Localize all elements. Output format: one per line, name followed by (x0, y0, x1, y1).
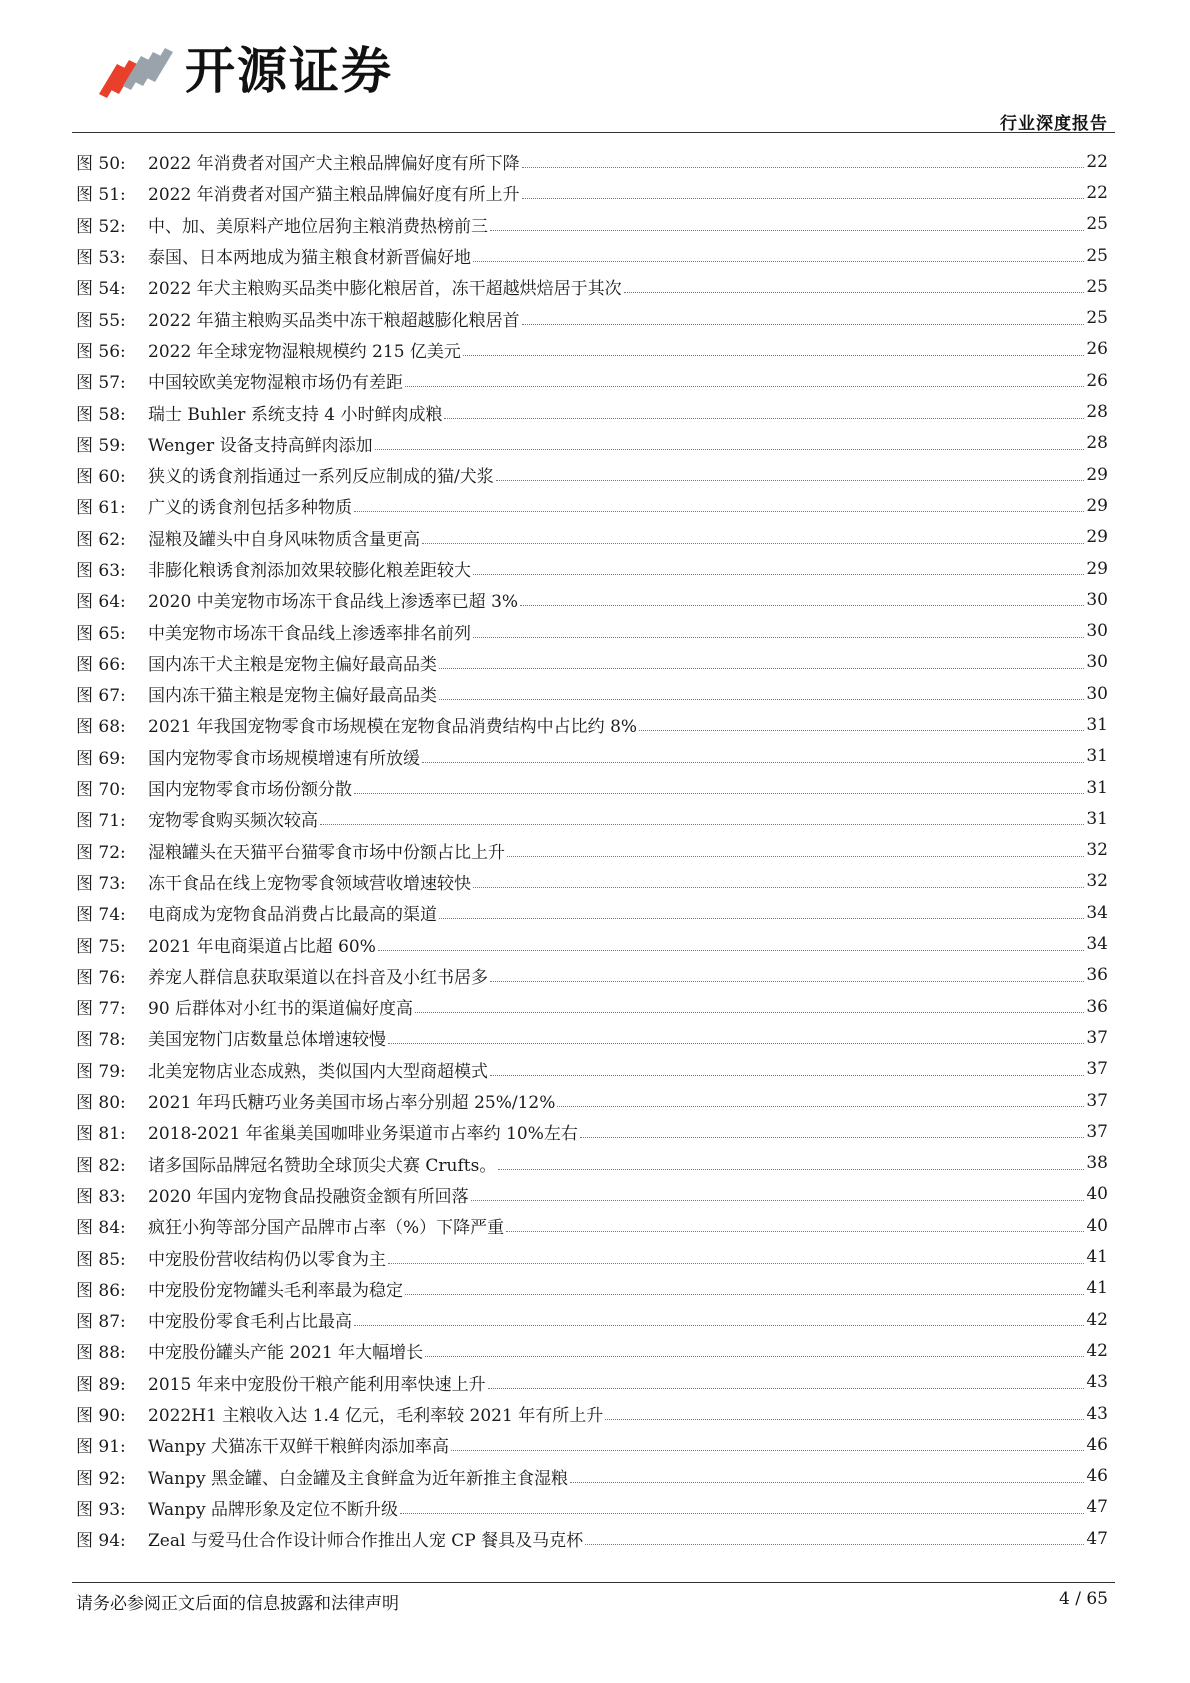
toc-dot-leader (490, 230, 1084, 231)
toc-dot-leader (506, 1231, 1084, 1232)
toc-figure-number: 图 67: (76, 686, 126, 707)
toc-dot-leader (522, 167, 1084, 168)
toc-entry[interactable] (76, 1460, 1108, 1491)
toc-page-number: 40 (1086, 1184, 1108, 1205)
toc-page-number: 32 (1086, 840, 1108, 861)
toc-figure-title: 中、加、美原料产地位居狗主粮消费热榜前三 (148, 216, 488, 237)
toc-figure-title: 广义的诱食剂包括多种物质 (148, 498, 352, 519)
toc-entry[interactable] (76, 866, 1108, 897)
toc-dot-leader (488, 1388, 1084, 1389)
toc-entry[interactable] (76, 177, 1108, 208)
toc-entry[interactable] (76, 1116, 1108, 1147)
footer-disclaimer: 请务必参阅正文后面的信息披露和法律声明 (76, 1594, 399, 1614)
toc-dot-leader (378, 950, 1084, 951)
toc-figure-number: 图 85: (76, 1249, 126, 1270)
toc-figure-title: 2022H1 主粮收入达 1.4 亿元，毛利率较 2021 年有所上升 (148, 1406, 604, 1427)
toc-page-number: 28 (1086, 402, 1108, 423)
toc-entry[interactable] (76, 1022, 1108, 1053)
toc-page-number: 30 (1086, 589, 1108, 610)
toc-figure-title: 中宠股份零食毛利占比最高 (148, 1312, 352, 1333)
toc-page-number: 43 (1086, 1372, 1108, 1393)
toc-figure-number: 图 76: (76, 967, 126, 988)
toc-page-number: 29 (1086, 495, 1108, 516)
toc-page-number: 29 (1086, 464, 1108, 485)
toc-figure-title: 诸多国际品牌冠名赞助全球顶尖犬赛 Crufts。 (148, 1155, 497, 1176)
toc-figure-title: 中国较欧美宠物湿粮市场仍有差距 (148, 373, 403, 394)
toc-entry[interactable] (76, 709, 1108, 740)
toc-figure-title: 中美宠物市场冻干食品线上渗透率排名前列 (148, 623, 471, 644)
toc-figure-title: 中宠股份宠物罐头毛利率最为稳定 (148, 1280, 403, 1301)
toc-figure-number: 图 93: (76, 1499, 126, 1520)
toc-figure-number: 图 94: (76, 1531, 126, 1552)
toc-figure-number: 图 86: (76, 1280, 126, 1301)
toc-entry[interactable] (76, 960, 1108, 991)
toc-entry[interactable] (76, 1210, 1108, 1241)
toc-page-number: 31 (1086, 808, 1108, 829)
toc-dot-leader (639, 730, 1084, 731)
toc-figure-number: 图 50: (76, 154, 126, 175)
toc-entry[interactable] (76, 522, 1108, 553)
toc-page-number: 22 (1086, 182, 1108, 203)
toc-entry[interactable] (76, 1273, 1108, 1304)
toc-page-number: 26 (1086, 339, 1108, 360)
toc-figure-number: 图 75: (76, 936, 126, 957)
toc-dot-leader (439, 668, 1084, 669)
toc-dot-leader (400, 1513, 1084, 1514)
toc-entry[interactable] (76, 678, 1108, 709)
page-number: 4 / 65 (1059, 1589, 1108, 1609)
toc-entry[interactable] (76, 1492, 1108, 1523)
toc-dot-leader (439, 918, 1084, 919)
toc-figure-title: Wanpy 品牌形象及定位不断升级 (148, 1499, 398, 1520)
toc-figure-number: 图 61: (76, 498, 126, 519)
toc-figure-title: 美国宠物门店数量总体增速较慢 (148, 1030, 386, 1051)
toc-entry[interactable] (76, 271, 1108, 302)
toc-figure-number: 图 78: (76, 1030, 126, 1051)
toc-entry[interactable] (76, 240, 1108, 271)
toc-entry[interactable] (76, 209, 1108, 240)
toc-dot-leader (354, 793, 1084, 794)
toc-figure-number: 图 87: (76, 1312, 126, 1333)
toc-figure-number: 图 55: (76, 310, 126, 331)
toc-figure-title: 2020 年国内宠物食品投融资金额有所回落 (148, 1186, 469, 1207)
toc-figure-title: Zeal 与爱马仕合作设计师合作推出人宠 CP 餐具及马克杯 (148, 1531, 584, 1552)
toc-figure-title: 狭义的诱食剂指通过一系列反应制成的猫/犬浆 (148, 467, 494, 488)
toc-figure-title: 中宠股份罐头产能 2021 年大幅增长 (148, 1343, 424, 1364)
toc-figure-title: 2021 年我国宠物零食市场规模在宠物食品消费结构中占比约 8% (148, 717, 638, 738)
toc-figure-title: Wanpy 犬猫冻干双鲜干粮鲜肉添加率高 (148, 1437, 449, 1458)
toc-figure-number: 图 63: (76, 561, 126, 581)
toc-page-number: 25 (1086, 245, 1108, 266)
toc-figure-title: 冻干食品在线上宠物零食领域营收增速较快 (148, 873, 471, 894)
toc-page-number: 25 (1086, 308, 1108, 329)
toc-figure-number: 图 59: (76, 435, 126, 456)
toc-figure-title: 国内宠物零食市场规模增速有所放缓 (148, 748, 420, 769)
toc-dot-leader (422, 762, 1084, 763)
footer-divider (72, 1582, 1115, 1583)
figure-table-of-contents (76, 146, 1108, 1554)
toc-dot-leader (605, 1419, 1084, 1420)
toc-figure-number: 图 68: (76, 717, 126, 738)
toc-figure-title: 2018-2021 年雀巢美国咖啡业务渠道市占率约 10%左右 (148, 1124, 578, 1145)
toc-figure-number: 图 53: (76, 248, 126, 269)
toc-entry[interactable] (76, 991, 1108, 1022)
toc-entry[interactable] (76, 553, 1108, 584)
toc-dot-leader (354, 511, 1084, 512)
toc-page-number: 42 (1086, 1309, 1108, 1330)
toc-page-number: 38 (1086, 1153, 1108, 1174)
toc-entry[interactable] (76, 1398, 1108, 1429)
toc-entry[interactable] (76, 741, 1108, 772)
toc-figure-title: 2022 年消费者对国产犬主粮品牌偏好度有所下降 (148, 154, 520, 175)
toc-figure-number: 图 88: (76, 1343, 126, 1364)
toc-entry[interactable] (76, 459, 1108, 490)
toc-entry[interactable] (76, 803, 1108, 834)
toc-dot-leader (498, 1169, 1084, 1170)
toc-figure-title: 国内冻干犬主粮是宠物主偏好最高品类 (148, 654, 437, 675)
toc-page-number: 30 (1086, 652, 1108, 673)
toc-page-number: 30 (1086, 621, 1108, 642)
toc-entry[interactable] (76, 1367, 1108, 1398)
toc-entry[interactable] (76, 1054, 1108, 1085)
toc-figure-number: 图 54: (76, 279, 126, 300)
toc-dot-leader (471, 1200, 1084, 1201)
toc-dot-leader (522, 198, 1084, 199)
toc-figure-title: Wanpy 黑金罐、白金罐及主食鲜盒为近年新推主食湿粮 (148, 1468, 568, 1489)
toc-page-number: 41 (1086, 1247, 1108, 1268)
toc-figure-title: 湿粮及罐头中自身风味物质含量更高 (148, 529, 420, 550)
toc-figure-number: 图 91: (76, 1437, 126, 1458)
toc-dot-leader (388, 1043, 1084, 1044)
brand-logo (95, 36, 393, 106)
toc-entry[interactable] (76, 396, 1108, 427)
toc-figure-number: 图 65: (76, 623, 126, 644)
toc-page-number: 26 (1086, 370, 1108, 391)
toc-dot-leader (522, 324, 1084, 325)
toc-figure-title: 2022 年消费者对国产猫主粮品牌偏好度有所上升 (148, 185, 520, 206)
toc-figure-title: 2021 年电商渠道占比超 60% (148, 936, 376, 957)
brand-logo-icon (95, 36, 175, 106)
toc-entry[interactable] (76, 1241, 1108, 1272)
toc-figure-number: 图 62: (76, 529, 126, 550)
toc-figure-number: 图 58: (76, 404, 126, 425)
toc-entry[interactable] (76, 1179, 1108, 1210)
brand-name: 开源证券 (185, 42, 393, 100)
toc-dot-leader (490, 981, 1084, 982)
toc-entry[interactable] (76, 1335, 1108, 1366)
toc-entry[interactable] (76, 584, 1108, 615)
toc-page-number: 47 (1086, 1497, 1108, 1518)
toc-figure-number: 图 92: (76, 1468, 126, 1489)
toc-entry[interactable] (76, 772, 1108, 803)
toc-figure-number: 图 69: (76, 748, 126, 769)
toc-page-number: 37 (1086, 1027, 1108, 1048)
toc-figure-title: 2021 年玛氏糖巧业务美国市场占率分别超 25%/12% (148, 1093, 556, 1114)
toc-page-number: 25 (1086, 276, 1108, 297)
toc-figure-title: 疯狂小狗等部分国产品牌市占率（%）下降严重 (148, 1218, 505, 1239)
toc-figure-title: 养宠人群信息获取渠道以在抖音及小红书居多 (148, 967, 488, 988)
toc-figure-title: 宠物零食购买频次较高 (148, 811, 318, 832)
toc-dot-leader (388, 1263, 1084, 1264)
toc-page-number: 25 (1086, 214, 1108, 235)
toc-entry[interactable] (76, 928, 1108, 959)
toc-dot-leader (422, 543, 1084, 544)
toc-dot-leader (585, 1544, 1084, 1545)
toc-figure-title: 湿粮罐头在天猫平台猫零食市场中份额占比上升 (148, 842, 505, 863)
toc-dot-leader (463, 355, 1084, 356)
toc-dot-leader (415, 1012, 1084, 1013)
toc-dot-leader (354, 1325, 1084, 1326)
toc-page-number: 31 (1086, 714, 1108, 735)
toc-figure-title: 中宠股份营收结构仍以零食为主 (148, 1249, 386, 1270)
toc-figure-number: 图 79: (76, 1061, 126, 1082)
toc-dot-leader (473, 261, 1084, 262)
toc-figure-number: 图 72: (76, 842, 126, 863)
toc-figure-number: 图 73: (76, 873, 126, 894)
toc-figure-title: 2020 中美宠物市场冻干食品线上渗透率已超 3% (148, 592, 519, 613)
header-divider (72, 132, 1115, 133)
toc-entry[interactable] (76, 428, 1108, 459)
toc-figure-number: 图 60: (76, 467, 126, 488)
toc-figure-number: 图 52: (76, 216, 126, 237)
toc-dot-leader (520, 605, 1084, 606)
toc-figure-number: 图 66: (76, 654, 126, 675)
toc-entry[interactable] (76, 647, 1108, 678)
toc-page-number: 42 (1086, 1340, 1108, 1361)
toc-entry[interactable] (76, 1304, 1108, 1335)
toc-dot-leader (405, 386, 1084, 387)
toc-dot-leader (439, 699, 1084, 700)
toc-figure-number: 图 82: (76, 1155, 126, 1176)
toc-page-number: 31 (1086, 746, 1108, 767)
toc-page-number: 37 (1086, 1059, 1108, 1080)
toc-figure-number: 图 57: (76, 373, 126, 394)
toc-figure-number: 图 83: (76, 1186, 126, 1207)
toc-dot-leader (507, 856, 1084, 857)
toc-entry[interactable] (76, 835, 1108, 866)
toc-page-number: 47 (1086, 1528, 1108, 1549)
toc-entry[interactable] (76, 490, 1108, 521)
toc-entry[interactable] (76, 146, 1108, 177)
toc-entry[interactable] (76, 302, 1108, 333)
toc-figure-title: 非膨化粮诱食剂添加效果较膨化粮差距较大 (148, 561, 471, 581)
toc-page-number: 40 (1086, 1215, 1108, 1236)
toc-dot-leader (580, 1137, 1084, 1138)
toc-dot-leader (451, 1450, 1084, 1451)
toc-figure-number: 图 70: (76, 780, 126, 801)
toc-entry[interactable] (76, 1148, 1108, 1179)
toc-page-number: 37 (1086, 1090, 1108, 1111)
toc-figure-title: 北美宠物店业态成熟，类似国内大型商超模式 (148, 1061, 488, 1082)
toc-figure-number: 图 77: (76, 999, 126, 1020)
toc-dot-leader (425, 1356, 1084, 1357)
toc-dot-leader (557, 1106, 1084, 1107)
toc-page-number: 37 (1086, 1121, 1108, 1142)
toc-figure-title: 2022 年猫主粮购买品类中冻干粮超越膨化粮居首 (148, 310, 520, 331)
toc-page-number: 34 (1086, 934, 1108, 955)
toc-figure-title: 电商成为宠物食品消费占比最高的渠道 (148, 905, 437, 926)
toc-figure-number: 图 74: (76, 905, 126, 926)
toc-entry[interactable] (76, 615, 1108, 646)
toc-page-number: 28 (1086, 433, 1108, 454)
toc-page-number: 43 (1086, 1403, 1108, 1424)
toc-figure-number: 图 81: (76, 1124, 126, 1145)
toc-figure-number: 图 51: (76, 185, 126, 206)
toc-page-number: 30 (1086, 683, 1108, 704)
toc-figure-number: 图 90: (76, 1406, 126, 1427)
toc-page-number: 46 (1086, 1466, 1108, 1487)
toc-page-number: 29 (1086, 527, 1108, 548)
report-type: 行业深度报告 (1000, 114, 1108, 134)
toc-page-number: 36 (1086, 996, 1108, 1017)
toc-dot-leader (375, 449, 1084, 450)
toc-entry[interactable] (76, 1429, 1108, 1460)
toc-page-number: 32 (1086, 871, 1108, 892)
toc-figure-title: 国内冻干猫主粮是宠物主偏好最高品类 (148, 686, 437, 707)
toc-dot-leader (473, 574, 1084, 575)
toc-figure-title: 2022 年全球宠物湿粮规模约 215 亿美元 (148, 341, 461, 362)
toc-dot-leader (624, 292, 1084, 293)
toc-figure-number: 图 71: (76, 811, 126, 832)
toc-figure-number: 图 56: (76, 341, 126, 362)
toc-entry[interactable] (76, 365, 1108, 396)
toc-dot-leader (490, 1075, 1084, 1076)
toc-page-number: 46 (1086, 1434, 1108, 1455)
toc-figure-title: 国内宠物零食市场份额分散 (148, 780, 352, 801)
toc-figure-title: 瑞士 Buhler 系统支持 4 小时鲜肉成粮 (148, 404, 443, 425)
toc-figure-title: 2022 年犬主粮购买品类中膨化粮居首，冻干超越烘焙居于其次 (148, 279, 622, 300)
toc-entry[interactable] (76, 334, 1108, 365)
toc-figure-number: 图 80: (76, 1093, 126, 1114)
toc-entry[interactable] (76, 1085, 1108, 1116)
toc-entry[interactable] (76, 1523, 1108, 1554)
toc-dot-leader (570, 1482, 1084, 1483)
toc-entry[interactable] (76, 897, 1108, 928)
toc-page-number: 36 (1086, 965, 1108, 986)
toc-dot-leader (405, 1294, 1084, 1295)
toc-figure-title: 泰国、日本两地成为猫主粮食材新晋偏好地 (148, 248, 471, 269)
toc-dot-leader (496, 480, 1084, 481)
toc-figure-number: 图 64: (76, 592, 126, 613)
toc-dot-leader (473, 637, 1084, 638)
toc-page-number: 41 (1086, 1278, 1108, 1299)
toc-figure-title: 90 后群体对小红书的渠道偏好度高 (148, 999, 414, 1020)
toc-figure-number: 图 89: (76, 1374, 126, 1395)
toc-dot-leader (444, 418, 1084, 419)
toc-figure-number: 图 84: (76, 1218, 126, 1239)
toc-figure-title: Wenger 设备支持高鲜肉添加 (148, 435, 373, 456)
toc-page-number: 29 (1086, 558, 1108, 579)
toc-page-number: 34 (1086, 902, 1108, 923)
toc-figure-title: 2015 年来中宠股份干粮产能利用率快速上升 (148, 1374, 486, 1395)
toc-page-number: 31 (1086, 777, 1108, 798)
toc-dot-leader (473, 887, 1084, 888)
toc-dot-leader (320, 824, 1084, 825)
toc-page-number: 22 (1086, 151, 1108, 172)
